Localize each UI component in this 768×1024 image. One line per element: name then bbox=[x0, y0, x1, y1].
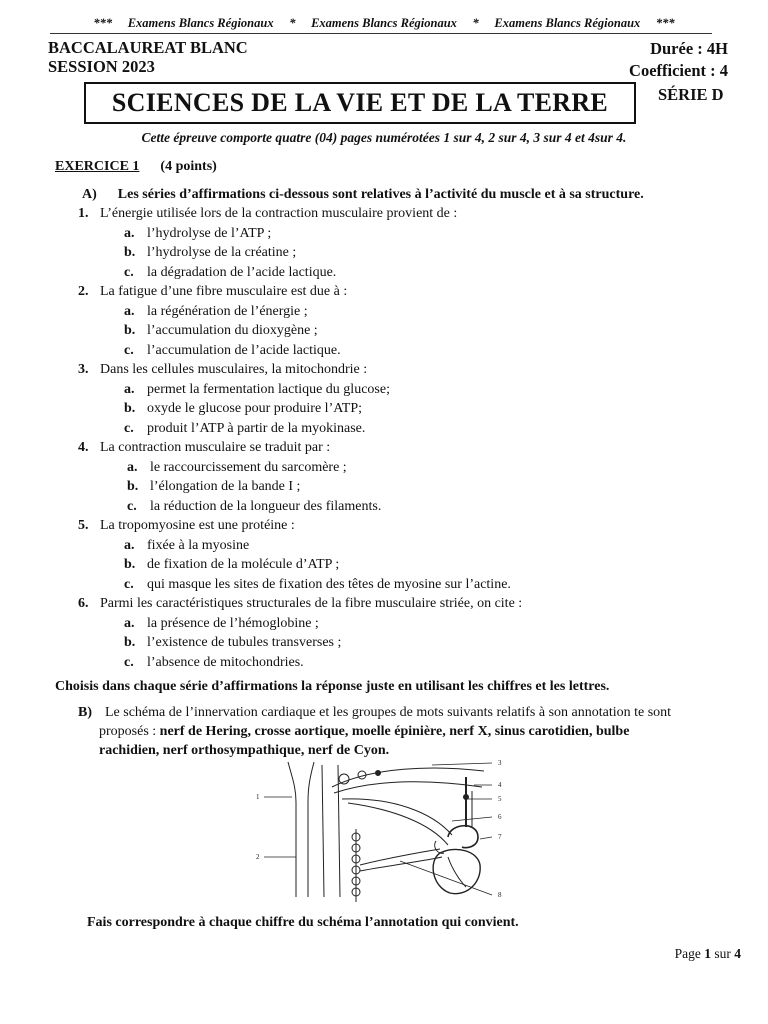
partA-text: Les séries d’affirmations ci-dessous sont relatives à l’activité du muscle et à sa structure. bbox=[117, 187, 644, 202]
series-label: SÉRIE D bbox=[658, 85, 724, 104]
question-text: La contraction musculaire se traduit par : bbox=[100, 440, 331, 455]
option-6-c bbox=[124, 654, 304, 671]
option-4-b bbox=[127, 478, 300, 495]
option-letter: c. bbox=[127, 499, 137, 514]
option-text: l’hydrolyse de l’ATP ; bbox=[147, 226, 272, 241]
question-text: La fatigue d’une fibre musculaire est due à : bbox=[100, 284, 348, 299]
exercise-heading bbox=[55, 159, 217, 175]
diagram-label-8: 8 bbox=[498, 891, 502, 899]
exam-duration: Durée : 4H bbox=[650, 39, 728, 58]
partA-heading bbox=[82, 186, 644, 203]
exercise-title: EXERCICE 1 bbox=[55, 159, 140, 174]
partB-text-1: Le schéma de l’innervation cardiaque et les groupes de mots suivants relatifs à son annotation te sont bbox=[105, 705, 672, 720]
option-letter: b. bbox=[127, 479, 139, 494]
option-6-a bbox=[124, 615, 319, 632]
question-6 bbox=[78, 595, 522, 612]
option-letter: a. bbox=[124, 382, 135, 397]
option-text: l’absence de mitochondries. bbox=[147, 655, 304, 670]
banner-rule bbox=[50, 33, 712, 34]
nerve-upper-2 bbox=[334, 782, 482, 793]
question-number: 6. bbox=[78, 596, 89, 611]
option-letter: b. bbox=[124, 401, 136, 416]
page-mid: sur bbox=[711, 946, 735, 961]
option-letter: b. bbox=[124, 557, 136, 572]
question-4 bbox=[78, 439, 330, 456]
option-letter: b. bbox=[124, 245, 136, 260]
option-text: l’élongation de la bande I ; bbox=[150, 479, 301, 494]
partB-text-2: proposés : bbox=[99, 724, 160, 739]
partB-line2 bbox=[99, 723, 629, 740]
question-text: Parmi les caractéristiques structurales de la fibre musculaire striée, on cite : bbox=[100, 596, 523, 611]
nerve-lower-2 bbox=[360, 857, 442, 871]
option-5-c bbox=[124, 576, 511, 593]
ganglion-bulbar bbox=[339, 774, 349, 784]
spinal-cord-line bbox=[322, 765, 324, 897]
brainstem-outline-right bbox=[308, 762, 314, 897]
nerve-lower-1 bbox=[360, 849, 440, 865]
exam-session: SESSION 2023 bbox=[48, 57, 155, 76]
option-letter: a. bbox=[124, 616, 135, 631]
option-text: l’hydrolyse de la créatine ; bbox=[147, 245, 297, 260]
option-text: oxyde le glucose pour produire l’ATP; bbox=[147, 401, 363, 416]
option-2-c bbox=[124, 342, 341, 359]
option-2-b bbox=[124, 322, 318, 339]
question-1 bbox=[78, 205, 457, 222]
instruction-a: Choisis dans chaque série d’affirmations la réponse juste en utilisant les chiffres et les lettres. bbox=[55, 679, 610, 694]
option-3-a bbox=[124, 381, 390, 398]
option-4-a bbox=[127, 459, 347, 476]
diagram-label-7: 7 bbox=[498, 833, 502, 841]
option-letter: c. bbox=[124, 265, 134, 280]
exam-header-left bbox=[48, 38, 248, 76]
option-text: la régénération de l’énergie ; bbox=[147, 304, 308, 319]
brainstem-outline-left bbox=[288, 762, 296, 897]
aortic-arch bbox=[448, 826, 478, 848]
option-1-a bbox=[124, 225, 271, 242]
option-text: l’existence de tubules transverses ; bbox=[147, 635, 342, 650]
diagram-label-2: 2 bbox=[256, 853, 260, 861]
option-2-a bbox=[124, 303, 308, 320]
option-text: le raccourcissement du sarcomère ; bbox=[150, 460, 347, 475]
page-prefix: Page bbox=[674, 946, 705, 961]
ganglion-chain bbox=[352, 829, 360, 902]
option-text: l’accumulation du dioxygène ; bbox=[147, 323, 318, 338]
question-3 bbox=[78, 361, 367, 378]
spinal-cord-line-2 bbox=[338, 765, 340, 897]
option-letter: c. bbox=[124, 655, 134, 670]
question-number: 4. bbox=[78, 440, 89, 455]
heart-septum bbox=[448, 857, 466, 887]
partB-terms-1: nerf de Hering, crosse aortique, moelle épinière, nerf X, sinus carotidien, bulbe bbox=[159, 724, 630, 739]
option-3-b bbox=[124, 400, 362, 417]
option-text: la réduction de la longueur des filaments. bbox=[150, 499, 382, 514]
option-letter: c. bbox=[124, 577, 134, 592]
option-text: permet la fermentation lactique du glucose; bbox=[147, 382, 390, 397]
option-letter: a. bbox=[124, 538, 135, 553]
diagram-label-6: 6 bbox=[498, 813, 502, 821]
question-text: Dans les cellules musculaires, la mitochondrie : bbox=[100, 362, 368, 377]
option-letter: b. bbox=[124, 323, 136, 338]
question-text: L’énergie utilisée lors de la contraction musculaire provient de : bbox=[100, 206, 458, 221]
option-text: produit l’ATP à partir de la myokinase. bbox=[147, 421, 366, 436]
option-5-a bbox=[124, 537, 249, 554]
page-total: 4 bbox=[734, 946, 741, 961]
question-number: 2. bbox=[78, 284, 89, 299]
heart bbox=[433, 849, 480, 893]
option-letter: b. bbox=[124, 635, 136, 650]
cardiac-innervation-diagram bbox=[252, 757, 512, 905]
exam-coefficient: Coefficient : 4 bbox=[629, 61, 728, 80]
intro-note: Cette épreuve comporte quatre (04) pages numérotées 1 sur 4, 2 sur 4, 3 sur 4 et 4sur 4. bbox=[141, 130, 627, 145]
option-3-c bbox=[124, 420, 365, 437]
diagram-label-1: 1 bbox=[256, 793, 260, 801]
partA-label: A) bbox=[82, 187, 97, 202]
partB-label: B) bbox=[78, 705, 92, 720]
exercise-points: (4 points) bbox=[160, 159, 217, 174]
option-5-b bbox=[124, 556, 339, 573]
question-number: 5. bbox=[78, 518, 89, 533]
header-banner: *** Examens Blancs Régionaux * Examens Blancs Régionaux * Examens Blancs Régionaux *** bbox=[93, 16, 675, 30]
option-6-b bbox=[124, 634, 341, 651]
diagram-label-4: 4 bbox=[498, 781, 502, 789]
option-text: la présence de l’hémoglobine ; bbox=[147, 616, 319, 631]
diagram-label-3: 3 bbox=[498, 759, 502, 767]
page-current: 1 bbox=[704, 946, 711, 961]
option-text: la dégradation de l’acide lactique. bbox=[147, 265, 337, 280]
carotid-sinus-dot bbox=[464, 795, 469, 800]
option-text: fixée à la myosine bbox=[147, 538, 250, 553]
synapse-dot bbox=[376, 771, 381, 776]
nerve-upper-4 bbox=[348, 803, 448, 845]
partB-line1 bbox=[78, 704, 671, 721]
exam-header-right bbox=[629, 38, 728, 82]
option-letter: c. bbox=[124, 343, 134, 358]
subject-title: SCIENCES DE LA VIE ET DE LA TERRE bbox=[84, 82, 636, 124]
option-text: qui masque les sites de fixation des têtes de myosine sur l’actine. bbox=[147, 577, 511, 592]
question-text: La tropomyosine est une protéine : bbox=[100, 518, 295, 533]
diagram-label-5: 5 bbox=[498, 795, 502, 803]
question-number: 3. bbox=[78, 362, 89, 377]
option-4-c bbox=[127, 498, 381, 515]
option-text: de fixation de la molécule d’ATP ; bbox=[147, 557, 340, 572]
question-5 bbox=[78, 517, 295, 534]
leader-lines bbox=[264, 763, 492, 895]
option-letter: c. bbox=[124, 421, 134, 436]
option-letter: a. bbox=[124, 304, 135, 319]
option-letter: a. bbox=[127, 460, 138, 475]
option-letter: a. bbox=[124, 226, 135, 241]
option-1-b bbox=[124, 244, 296, 261]
partB-terms-2: rachidien, nerf orthosympathique, nerf de Cyon. bbox=[99, 743, 390, 758]
question-number: 1. bbox=[78, 206, 89, 221]
option-1-c bbox=[124, 264, 336, 281]
page-number bbox=[675, 946, 741, 962]
exam-type: BACCALAUREAT BLANC bbox=[48, 38, 248, 57]
option-text: l’accumulation de l’acide lactique. bbox=[147, 343, 341, 358]
question-2 bbox=[78, 283, 347, 300]
instruction-b: Fais correspondre à chaque chiffre du schéma l’annotation qui convient. bbox=[87, 915, 519, 930]
